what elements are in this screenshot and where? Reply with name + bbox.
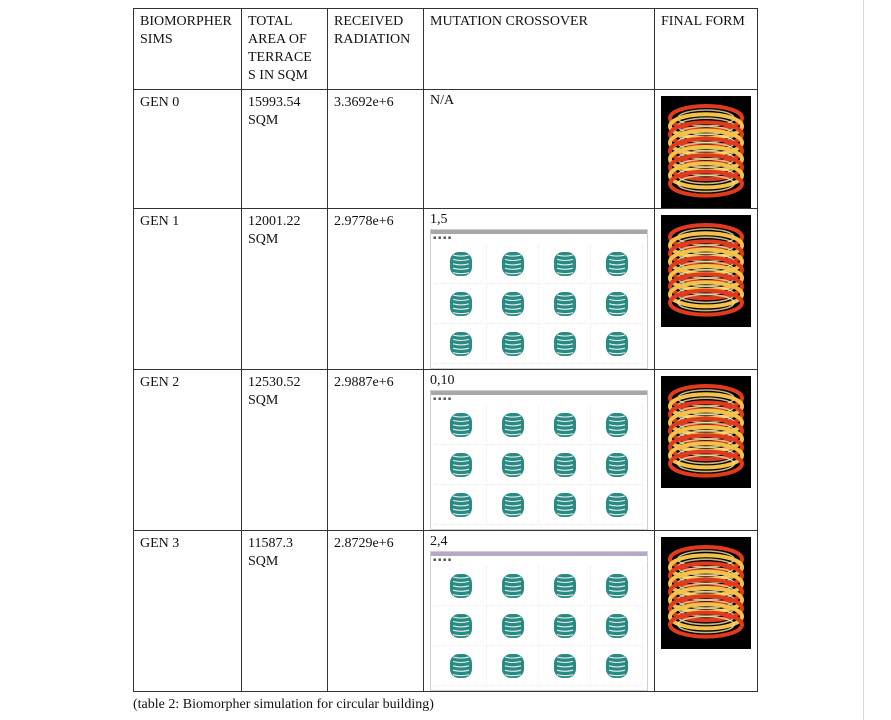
radiation-cell: 2.9887e+6 (328, 370, 424, 531)
population-form-icon (487, 324, 539, 364)
population-form-icon (435, 445, 487, 485)
biomorpher-population-grid-icon: ▪ ▪ ▪ ▪ (430, 390, 648, 530)
mutation-cell (424, 209, 655, 370)
spiral-terrace-render-icon (661, 96, 751, 208)
population-form-icon (591, 485, 643, 525)
population-form-icon (539, 566, 591, 606)
population-form-icon (591, 405, 643, 445)
population-form-icon (487, 485, 539, 525)
final-form-cell (655, 90, 758, 209)
spiral-terrace-render-icon (661, 537, 751, 649)
mutation-cell (424, 90, 655, 209)
population-form-icon (539, 244, 591, 284)
population-form-icon (591, 324, 643, 364)
table-row (134, 370, 758, 531)
mutation-label: 2,4 (430, 534, 448, 549)
population-form-icon (487, 646, 539, 686)
header-mutation: MUTATION CROSSOVER (424, 9, 655, 90)
population-form-icon (591, 244, 643, 284)
header-area: TOTAL AREA OF TERRACE S IN SQM (242, 9, 328, 90)
header-final-form: FINAL FORM (655, 9, 758, 90)
table-caption: (table 2: Biomorpher simulation for circular building) (133, 697, 434, 712)
header-radiation: RECEIVED RADIATION (328, 9, 424, 90)
population-form-icon (487, 606, 539, 646)
radiation-cell: 2.8729e+6 (328, 531, 424, 692)
table-row (134, 531, 758, 692)
population-form-icon (539, 445, 591, 485)
mutation-cell (424, 370, 655, 531)
population-form-icon (435, 606, 487, 646)
page-edge-line (863, 0, 864, 720)
biomorpher-population-grid-icon: ▪ ▪ ▪ ▪ (430, 229, 648, 369)
population-form-icon (539, 405, 591, 445)
mutation-label: 0,10 (430, 373, 455, 388)
header-sims: BIOMORPHER SIMS (134, 9, 242, 90)
population-form-icon (435, 244, 487, 284)
population-form-icon (539, 324, 591, 364)
mutation-cell (424, 531, 655, 692)
population-form-icon (539, 485, 591, 525)
table-row (134, 90, 758, 209)
population-form-icon (591, 606, 643, 646)
radiation-cell: 2.9778e+6 (328, 209, 424, 370)
population-form-icon (487, 405, 539, 445)
population-form-icon (435, 284, 487, 324)
biomorpher-table (133, 8, 758, 692)
spiral-terrace-render-icon (661, 215, 751, 327)
table-header-row (134, 9, 758, 90)
area-cell: 12001.22 SQM (242, 209, 328, 370)
population-form-icon (487, 284, 539, 324)
population-form-icon (591, 646, 643, 686)
sim-cell: GEN 2 (134, 370, 242, 531)
population-form-icon (539, 284, 591, 324)
mutation-label: 1,5 (430, 212, 448, 227)
area-cell: 11587.3 SQM (242, 531, 328, 692)
biomorpher-population-grid-icon: ▪ ▪ ▪ ▪ (430, 551, 648, 691)
population-form-icon (487, 566, 539, 606)
population-form-icon (435, 485, 487, 525)
population-form-icon (591, 445, 643, 485)
population-form-icon (539, 606, 591, 646)
final-form-cell (655, 209, 758, 370)
population-form-icon (435, 566, 487, 606)
area-cell: 12530.52 SQM (242, 370, 328, 531)
population-form-icon (487, 445, 539, 485)
population-form-icon (539, 646, 591, 686)
population-form-icon (591, 284, 643, 324)
area-cell: 15993.54 SQM (242, 90, 328, 209)
spiral-terrace-render-icon (661, 376, 751, 488)
sim-cell: GEN 1 (134, 209, 242, 370)
table-row (134, 209, 758, 370)
population-form-icon (591, 566, 643, 606)
mutation-label: N/A (430, 93, 455, 108)
population-form-icon (487, 244, 539, 284)
final-form-cell (655, 370, 758, 531)
population-form-icon (435, 646, 487, 686)
population-form-icon (435, 324, 487, 364)
sim-cell: GEN 0 (134, 90, 242, 209)
final-form-cell (655, 531, 758, 692)
radiation-cell: 3.3692e+6 (328, 90, 424, 209)
population-form-icon (435, 405, 487, 445)
sim-cell: GEN 3 (134, 531, 242, 692)
